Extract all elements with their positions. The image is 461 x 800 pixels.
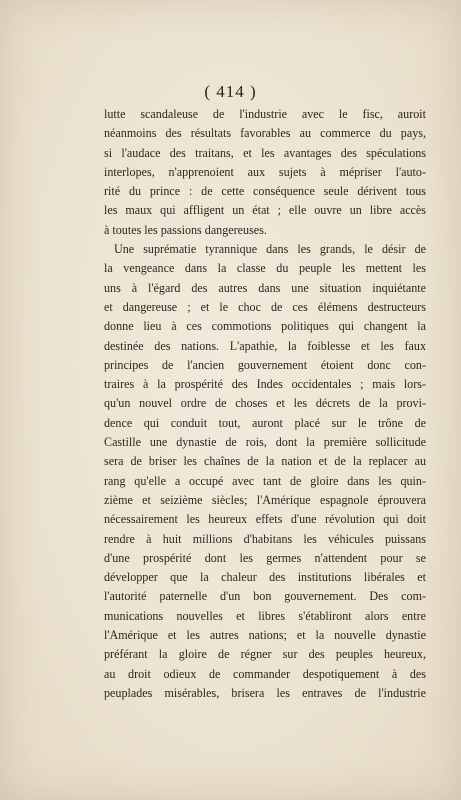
text-line-22: nécessairement les heureux effets d'une révolution qui doit <box>104 512 426 527</box>
text-line-2: néanmoins des résultats favorables au commerce du pays, <box>104 126 426 141</box>
text-line-31: peuplades misérables, brisera les entraves de l'industrie <box>104 685 426 700</box>
text-line-30: au droit odieux de commander despotiquement à des <box>104 666 426 681</box>
text-line-16: qu'un nouvel ordre de choses et les décrets de la provi- <box>104 396 426 411</box>
text-line-1: lutte scandaleuse de l'industrie avec le fisc, auroit <box>104 107 426 121</box>
text-line-10: uns à l'égard des autres dans une situation inquiétante <box>104 280 426 295</box>
text-line-9: la vengeance dans la classe du peuple les mettent les <box>104 261 426 276</box>
text-line-13: destinée des nations. L'apathie, la foiblesse et les faux <box>104 338 426 353</box>
text-line-8: Une suprématie tyrannique dans les grands, le désir de <box>114 242 426 257</box>
text-line-23: rendre à huit millions d'habitans les véhicules puissans <box>104 531 426 546</box>
text-line-6: les maux qui affligent un état ; elle ouvre un libre accès <box>104 203 426 218</box>
text-line-28: l'Amérique et les autres nations; et la nouvelle dynastie <box>104 628 426 643</box>
text-line-7: à toutes les passions dangereuses. <box>104 222 267 237</box>
page-number: ( 414 ) <box>204 82 257 101</box>
text-line-21: zième et seizième siècles; l'Amérique espagnole éprouvera <box>104 492 426 507</box>
text-line-5: rité du prince : de cette conséquence seule dérivent tous <box>104 184 426 199</box>
text-line-3: si l'audace des traitans, et les avantages des spéculations <box>104 145 426 160</box>
text-line-27: munications nouvelles et libres s'établiront alors entre <box>104 608 426 623</box>
text-line-18: Castille une dynastie de rois, dont la première sollicitude <box>104 435 426 450</box>
text-line-19: sera de briser les chaînes de la nation et de la replacer au <box>104 454 426 469</box>
text-line-20: rang qu'elle a occupé avec tant de gloire dans les quin- <box>104 473 426 488</box>
text-line-26: l'autorité paternelle d'un bon gouvernement. Des com- <box>104 589 426 604</box>
text-line-11: et dangereuse ; et le choc de ces élémens destructeurs <box>104 299 426 314</box>
text-line-12: donne lieu à ces commotions politiques qui changent la <box>104 319 426 334</box>
text-line-25: développer que la chaleur des institutions libérales et <box>104 570 426 585</box>
text-line-29: préférant la gloire de régner sur des peuples heureux, <box>104 647 426 662</box>
body-text <box>104 105 426 703</box>
text-line-17: dence qui conduit tout, auront placé sur le trône de <box>104 415 426 430</box>
text-line-24: d'une prospérité dont les germes n'attendent pour se <box>104 550 426 565</box>
text-line-14: principes de l'ancien gouvernement étoient donc con- <box>104 357 426 372</box>
text-line-15: traires à la prospérité des Indes occidentales ; mais lors- <box>104 377 426 392</box>
text-line-4: interlopes, n'apprenoient aux sujets à mépriser l'auto- <box>104 164 426 179</box>
